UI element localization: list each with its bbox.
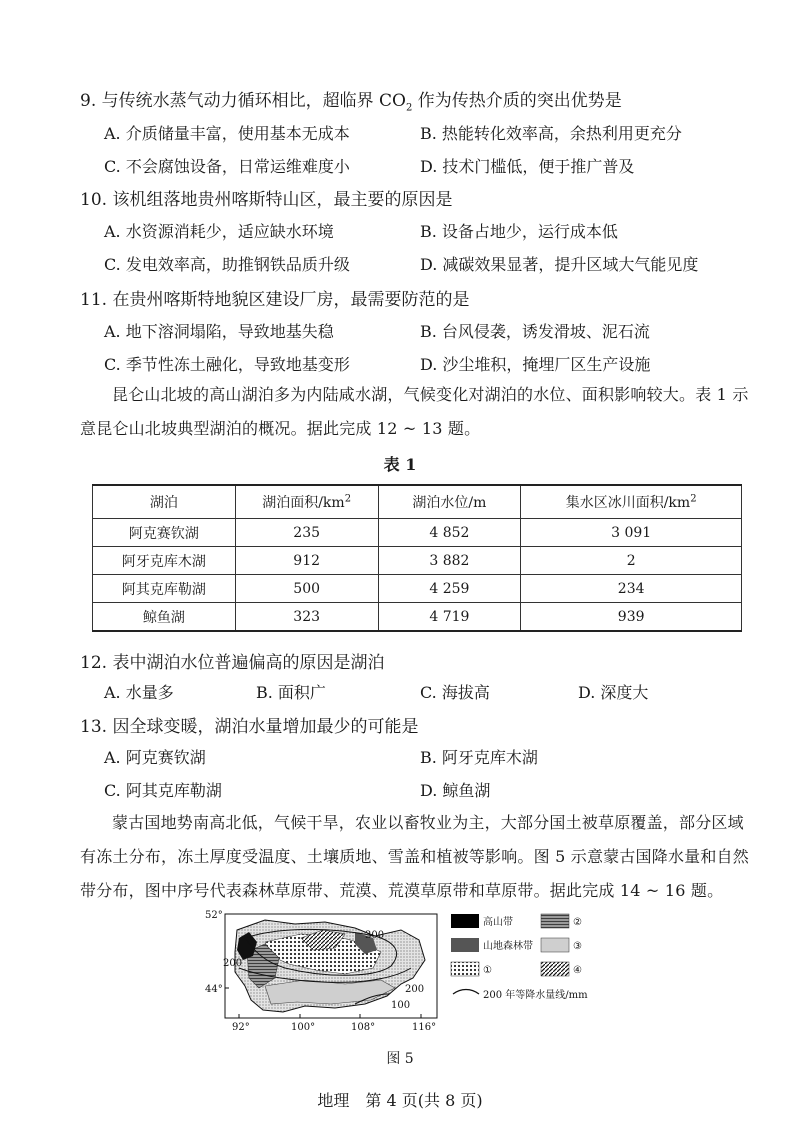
table-cell: 4 259 xyxy=(378,575,521,603)
q13-option-a: A. 阿克赛钦湖 xyxy=(104,748,206,767)
q12-option-a: A. 水量多 xyxy=(104,683,174,702)
lon-label-92: 92° xyxy=(232,1022,250,1030)
q10-option-a: A. 水资源消耗少，适应缺水环境 xyxy=(104,222,334,241)
legend-4: ④ xyxy=(573,965,582,976)
lat-label-44: 44° xyxy=(205,984,223,995)
q11-option-c: C. 季节性冻土融化，导致地基变形 xyxy=(104,355,350,374)
q12-option-c: C. 海拔高 xyxy=(420,683,490,702)
table-cell: 阿其克库勒湖 xyxy=(93,575,236,603)
legend-1: ① xyxy=(483,965,492,976)
table-cell: 4 719 xyxy=(378,603,521,632)
table-cell: 235 xyxy=(235,519,378,547)
q11-option-d: D. 沙尘堆积，掩埋厂区生产设施 xyxy=(420,355,651,374)
q9-option-c: C. 不会腐蚀设备，日常运维难度小 xyxy=(104,157,350,176)
table-1-title: 表 1 xyxy=(383,455,417,474)
question-13-stem: 13. 因全球变暖，湖泊水量增加最少的可能是 xyxy=(80,717,419,737)
table-header-row xyxy=(93,485,742,519)
table-header-area: 湖泊面积$/km^2$ xyxy=(235,485,378,519)
figure-5-caption: 图 5 xyxy=(386,1051,414,1067)
table-cell: 4 852 xyxy=(378,519,521,547)
table-cell: 939 xyxy=(521,603,742,632)
table-row xyxy=(93,575,742,603)
figure-5-map xyxy=(205,908,625,1030)
table-cell: 阿牙克库木湖 xyxy=(93,547,236,575)
q11-option-a: A. 地下溶洞塌陷，导致地基失稳 xyxy=(104,322,334,341)
table-row xyxy=(93,547,742,575)
legend-2: ② xyxy=(573,917,582,928)
q9-option-a: A. 介质储量丰富，使用基本无成本 xyxy=(104,124,350,143)
question-9-stem xyxy=(80,86,622,113)
passage-mongolia: 蒙古国地势南高北低，气候干旱，农业以畜牧业为主，大部分国土被草原覆盖，部分区域有冻土分布，冻土厚度受温度、土壤质地、雪盖和植被等影响。图 5 示意蒙古国降水量和自然带分布，图中序号代表森林草原带、荒漠、荒漠草原带和草原带。据此完成 14 ~ 16 题。 xyxy=(80,813,749,900)
table-cell: 3 882 xyxy=(378,547,521,575)
q10-option-b: B. 设备占地少，运行成本低 xyxy=(420,222,618,241)
table-cell: 阿克赛钦湖 xyxy=(93,519,236,547)
isohyet-label-100: 100 xyxy=(391,1000,411,1011)
q13-option-c: C. 阿其克库勒湖 xyxy=(104,781,222,800)
q9-option-b: B. 热能转化效率高，余热利用更充分 xyxy=(420,124,682,143)
legend-3: ③ xyxy=(573,941,582,952)
map-legend xyxy=(451,914,588,1001)
table-cell: 234 xyxy=(521,575,742,603)
table-header-glacier: 集水区冰川面积$/km^2$ xyxy=(521,485,742,519)
lon-label-116: 116° xyxy=(412,1022,437,1030)
table-cell: 323 xyxy=(235,603,378,632)
q9-stem-subscript: 2 xyxy=(405,102,413,114)
q13-option-b: B. 阿牙克库木湖 xyxy=(420,748,538,767)
lat-label-52: 52° xyxy=(205,910,223,921)
table-cell: 500 xyxy=(235,575,378,603)
passage-lakes: 昆仑山北坡的高山湖泊多为内陆咸水湖，气候变化对湖泊的水位、面积影响较大。表 1 示意昆仑山北坡典型湖泊的概况。据此完成 12 ~ 13 题。 xyxy=(80,385,749,438)
q11-option-b: B. 台风侵袭，诱发滑坡、泥石流 xyxy=(420,322,650,341)
lake-table xyxy=(92,484,742,632)
question-12-stem: 12. 表中湖泊水位普遍偏高的原因是湖泊 xyxy=(80,653,385,673)
q13-option-d: D. 鲸鱼湖 xyxy=(420,781,491,800)
question-10-stem: 10. 该机组落地贵州喀斯特山区，最主要的原因是 xyxy=(80,190,453,210)
q10-option-c: C. 发电效率高，助推钢铁品质升级 xyxy=(104,255,350,274)
page-footer: 地理 第 4 页(共 8 页) xyxy=(317,1091,483,1110)
legend-alpine: 高山带 xyxy=(483,917,513,928)
isohyet-label-300: 300 xyxy=(365,930,385,941)
q9-stem-pre: 9. 与传统水蒸气动力循环相比，超临界 CO xyxy=(80,91,406,111)
legend-mountain-forest: 山地森林带 xyxy=(483,941,533,952)
table-cell: 鲸鱼湖 xyxy=(93,603,236,632)
question-11-stem: 11. 在贵州喀斯特地貌区建设厂房，最需要防范的是 xyxy=(80,290,470,310)
isohyet-label-200-east: 200 xyxy=(405,984,425,995)
q9-option-d: D. 技术门槛低，便于推广普及 xyxy=(420,157,635,176)
q9-stem-post: 作为传热介质的突出优势是 xyxy=(412,91,622,111)
q12-option-b: B. 面积广 xyxy=(256,683,326,702)
q12-option-d: D. 深度大 xyxy=(578,683,649,702)
table-cell: 2 xyxy=(521,547,742,575)
table-header-lake: 湖泊 xyxy=(93,485,236,519)
legend-isohyet: 200 年等降水量线/mm xyxy=(483,990,588,1001)
table-cell: 912 xyxy=(235,547,378,575)
table-cell: 3 091 xyxy=(521,519,742,547)
table-row xyxy=(93,603,742,632)
table-header-level: 湖泊水位/m xyxy=(378,485,521,519)
q10-option-d: D. 减碳效果显著，提升区域大气能见度 xyxy=(420,255,699,274)
lon-label-100: 100° xyxy=(291,1022,316,1030)
lon-label-108: 108° xyxy=(351,1022,376,1030)
isohyet-label-200-west: 200 xyxy=(223,958,243,969)
table-row xyxy=(93,519,742,547)
